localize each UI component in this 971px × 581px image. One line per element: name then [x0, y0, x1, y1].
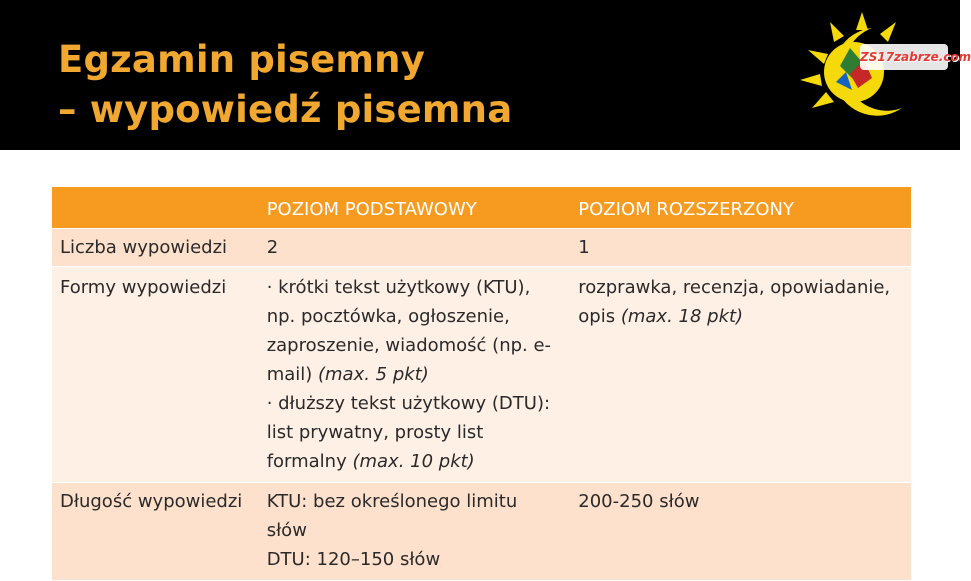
table-row-forms: [52, 267, 911, 483]
length-extended: 200-250 słów: [570, 483, 911, 581]
table-row-length: [52, 483, 911, 581]
forms-extended-points: (max. 18 pkt): [620, 306, 744, 327]
header-extended-level: POZIOM ROZSZERZONY: [570, 187, 911, 229]
row-label-forms: Formy wypowiedzi: [52, 267, 259, 483]
count-basic: 2: [259, 229, 571, 267]
sun-moon-logo-icon: [792, 8, 952, 120]
forms-basic-ktu: [267, 273, 563, 389]
table-header-row: [52, 187, 911, 229]
forms-extended: [570, 267, 911, 483]
exam-table: [52, 186, 911, 581]
forms-extended-text: rozprawka, recenzja, opowiadanie, opis: [578, 277, 891, 327]
forms-basic-dtu: [267, 389, 563, 476]
forms-basic-dtu-points: (max. 10 pkt): [352, 451, 475, 472]
header-basic-level: POZIOM PODSTAWOWY: [259, 187, 571, 229]
logo-wordmark: ZS17zabrze.com: [860, 50, 971, 64]
row-label-length: Długość wypowiedzi: [52, 483, 259, 581]
forms-basic-ktu-points: (max. 5 pkt): [318, 364, 429, 385]
forms-basic: [259, 267, 571, 483]
header-label-cell: [52, 187, 259, 229]
row-label-count: Liczba wypowiedzi: [52, 229, 259, 267]
count-extended: 1: [570, 229, 911, 267]
forms-basic-dtu-text: · dłuższy tekst użytkowy (DTU): list prywatny, prosty list formalny: [266, 393, 551, 472]
page-title-line-1: Egzamin pisemny: [58, 38, 426, 81]
length-basic: [259, 483, 571, 581]
title-bar: [0, 0, 971, 150]
forms-basic-ktu-text: · krótki tekst użytkowy (KTU), np. pocztówka, ogłoszenie, zaproszenie, wiadomość (np. e-mail): [266, 277, 552, 385]
length-basic-dtu: DTU: 120–150 słów: [266, 549, 441, 570]
page-title-line-2: – wypowiedź pisemna: [58, 88, 513, 131]
length-basic-ktu: KTU: bez określonego limitu słów: [266, 491, 518, 541]
table-row-count: [52, 229, 911, 267]
